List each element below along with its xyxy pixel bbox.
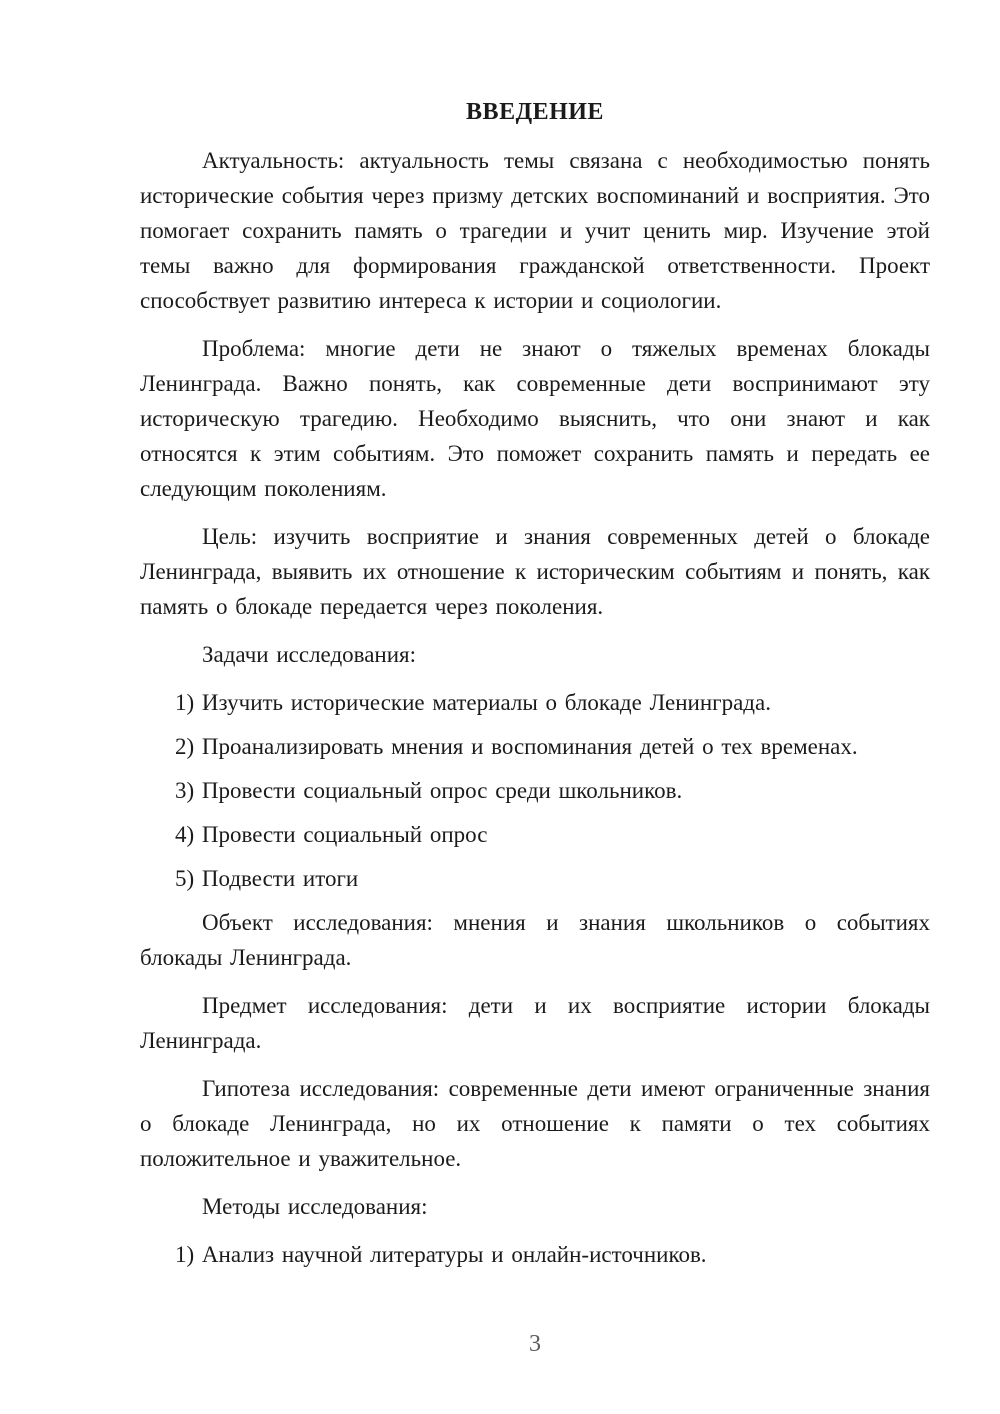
list-item-task-4: 4) Провести социальный опрос bbox=[175, 822, 488, 847]
list-item-method-1: 1) Анализ научной литературы и онлайн-источников. bbox=[175, 1242, 707, 1267]
paragraph-gipoteza: Гипотеза исследования: современные дети имеют ограниченные знания о блокаде Ленинграда, но их отношение к памяти о тех событиях положительное и уважительное. bbox=[140, 1076, 930, 1171]
paragraph-tsel: Цель: изучить восприятие и знания современных детей о блокаде Ленинграда, выявить их отношение к историческим событиям и понять, как память о блокаде передается через поколения. bbox=[140, 524, 930, 619]
document-title: ВВЕДЕНИЕ bbox=[466, 99, 604, 125]
paragraph-aktualnost: Актуальность: актуальность темы связана с необходимостью понять исторические события через призму детских воспоминаний и восприятия. Это помогает сохранить память о трагедии и учит ценить мир. Изучение этой темы важно для формирования гражданской ответственности. Проект способствует развитию интереса к истории и социологии. bbox=[140, 148, 930, 313]
paragraph-obekt: Объект исследования: мнения и знания школьников о событиях блокады Ленинграда. bbox=[140, 910, 930, 970]
paragraph-metody-heading: Методы исследования: bbox=[202, 1194, 428, 1219]
page-number: 3 bbox=[529, 1331, 541, 1357]
paragraph-problema: Проблема: многие дети не знают о тяжелых временах блокады Ленинграда. Важно понять, как современные дети воспринимают эту историческую трагедию. Необходимо выяснить, что они знают и как относятся к этим событиям. Это поможет сохранить память и передать ее следующим поколениям. bbox=[140, 336, 930, 501]
list-item-task-2: 2) Проанализировать мнения и воспоминания детей о тех временах. bbox=[175, 734, 858, 759]
document-body bbox=[140, 95, 930, 1281]
list-item-task-1: 1) Изучить исторические материалы о блокаде Ленинграда. bbox=[175, 690, 771, 715]
list-item-task-5: 5) Подвести итоги bbox=[175, 866, 359, 891]
paragraph-zadachi-heading: Задачи исследования: bbox=[202, 642, 417, 667]
paragraph-predmet: Предмет исследования: дети и их восприятие истории блокады Ленинграда. bbox=[140, 993, 930, 1053]
list-item-task-3: 3) Провести социальный опрос среди школьников. bbox=[175, 778, 683, 803]
